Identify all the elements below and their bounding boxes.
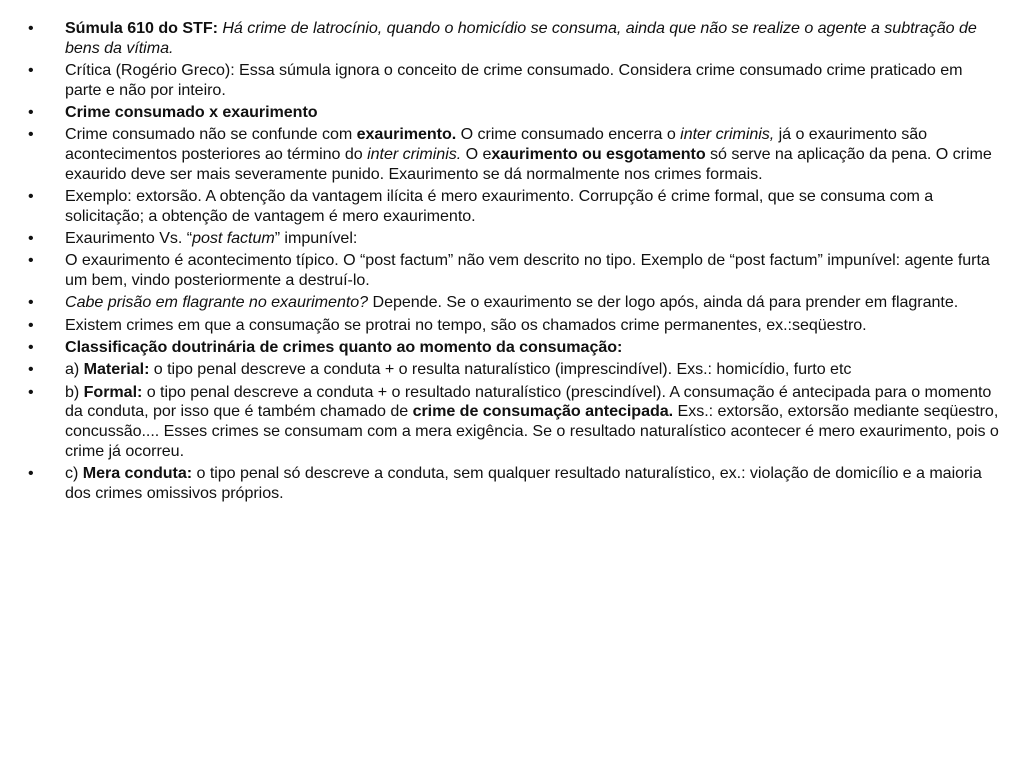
bullet-text bbox=[65, 464, 1000, 503]
text-run: c) bbox=[65, 464, 83, 483]
bullet-item bbox=[28, 360, 1000, 380]
bullet-icon: • bbox=[28, 315, 34, 334]
bold-text-run: exaurimento. bbox=[356, 125, 457, 144]
bold-text-run: crime de consumação antecipada. bbox=[412, 402, 674, 421]
italic-text-run: inter criminis, bbox=[680, 125, 775, 144]
bullet-text bbox=[65, 187, 1000, 226]
bullet-text bbox=[65, 125, 1000, 184]
bullet-item bbox=[28, 19, 1000, 58]
text-run: o tipo penal descreve a conduta + o resulta naturalístico (imprescindível). Exs.: homicídio, furto etc bbox=[149, 360, 852, 379]
bullet-icon: • bbox=[28, 360, 34, 379]
bullet-item bbox=[28, 316, 1000, 336]
italic-text-run: inter criminis. bbox=[367, 144, 462, 163]
text-run: O crime consumado encerra o bbox=[456, 125, 681, 144]
bullet-list bbox=[28, 19, 1000, 506]
bullet-text bbox=[65, 103, 1000, 123]
bullet-icon: • bbox=[28, 186, 34, 205]
bullet-icon: • bbox=[28, 19, 34, 37]
bullet-icon: • bbox=[28, 464, 34, 483]
bullet-text bbox=[65, 61, 1000, 100]
bold-text-run: Súmula 610 do STF: bbox=[65, 19, 223, 37]
bullet-text bbox=[65, 360, 1000, 380]
italic-text-run: Há crime de latrocínio, quando o homicídio se consuma, ainda que não se realize o agente a subtração de bens da vítima. bbox=[65, 19, 977, 57]
text-run: Exemplo: extorsão. A obtenção da vantagem ilícita é mero exaurimento. Corrupção é crime formal, que se consuma com a solicitação; a obtenção de vantagem é mero exaurimento. bbox=[65, 186, 934, 225]
bullet-text bbox=[65, 229, 1000, 249]
text-run: Depende. Se o exaurimento se der logo após, ainda dá para prender em flagrante. bbox=[368, 293, 959, 312]
bullet-text bbox=[65, 338, 1000, 358]
text-run: O exaurimento é acontecimento típico. O “post factum” não vem descrito no tipo. Exemplo de “post factum” impunível: agente furta um bem, vindo posteriormente a destruí-lo. bbox=[65, 251, 990, 289]
text-run: Exaurimento Vs. “ bbox=[65, 228, 193, 247]
bold-text-run: Crime consumado x exaurimento bbox=[65, 102, 318, 121]
text-run: b) bbox=[65, 382, 84, 401]
text-run: O e bbox=[461, 144, 492, 163]
bullet-item bbox=[28, 61, 1000, 100]
bullet-item bbox=[28, 125, 1000, 184]
bold-text-run: Formal: bbox=[83, 382, 143, 401]
bold-text-run: xaurimento ou esgotamento bbox=[491, 144, 706, 163]
bullet-text bbox=[65, 293, 1000, 313]
bullet-icon: • bbox=[28, 228, 34, 247]
text-run: Crítica (Rogério Greco): Essa súmula ignora o conceito de crime consumado. Considera crime consumado crime praticado em parte e não por inteiro. bbox=[65, 60, 963, 99]
bold-text-run: Material: bbox=[83, 360, 150, 379]
bold-text-run: Classificação doutrinária de crimes quanto ao momento da consumação: bbox=[65, 338, 623, 357]
bold-text-run: Mera conduta: bbox=[82, 464, 193, 483]
bullet-text bbox=[65, 316, 1000, 336]
italic-text-run: Cabe prisão em flagrante no exaurimento? bbox=[65, 293, 369, 312]
bullet-item bbox=[28, 229, 1000, 249]
text-run: Exs.: extorsão, extorsão mediante seqüestro, concussão.... Esses crimes se consumam com a mera exigência. Se o resultado naturalístico acontecer é mero exaurimento, pois o crime já ocorreu. bbox=[65, 402, 999, 460]
text-run: o tipo penal só descreve a conduta, sem qualquer resultado naturalístico, ex.: violação de domicílio e a maioria dos crimes omissivos próprios. bbox=[65, 464, 982, 502]
text-run: ” impunível: bbox=[274, 228, 358, 247]
text-run: já o exaurimento são acontecimentos posteriores ao término do bbox=[65, 125, 928, 163]
bullet-item bbox=[28, 187, 1000, 226]
text-run: só serve na aplicação da pena. O crime exaurido deve ser mais severamente punido. Exaurimento se dá normalmente nos crimes formais. bbox=[65, 144, 992, 183]
bullet-icon: • bbox=[28, 60, 34, 79]
bullet-icon: • bbox=[28, 251, 34, 270]
italic-text-run: post factum bbox=[192, 228, 275, 247]
bullet-text bbox=[65, 19, 1000, 58]
bullet-icon: • bbox=[28, 293, 34, 312]
bullet-icon: • bbox=[28, 382, 34, 401]
bullet-item bbox=[28, 464, 1000, 503]
bullet-icon: • bbox=[28, 338, 34, 357]
text-run: Crime consumado não se confunde com bbox=[65, 125, 357, 144]
bullet-item bbox=[28, 338, 1000, 358]
bullet-text bbox=[65, 383, 1000, 461]
bullet-item bbox=[28, 251, 1000, 290]
bullet-icon: • bbox=[28, 125, 34, 144]
bullet-item bbox=[28, 293, 1000, 313]
bullet-item bbox=[28, 103, 1000, 123]
bullet-item bbox=[28, 383, 1000, 461]
text-run: o tipo penal descreve a conduta + o resultado naturalístico (prescindível). A consumação é antecipada para o momento da conduta, por isso que é também chamado de bbox=[65, 382, 992, 421]
text-run: a) bbox=[65, 360, 84, 379]
bullet-icon: • bbox=[28, 102, 34, 121]
text-run: Existem crimes em que a consumação se protrai no tempo, são os chamados crime permanentes, ex.:seqüestro. bbox=[65, 315, 867, 334]
bullet-text bbox=[65, 251, 1000, 290]
